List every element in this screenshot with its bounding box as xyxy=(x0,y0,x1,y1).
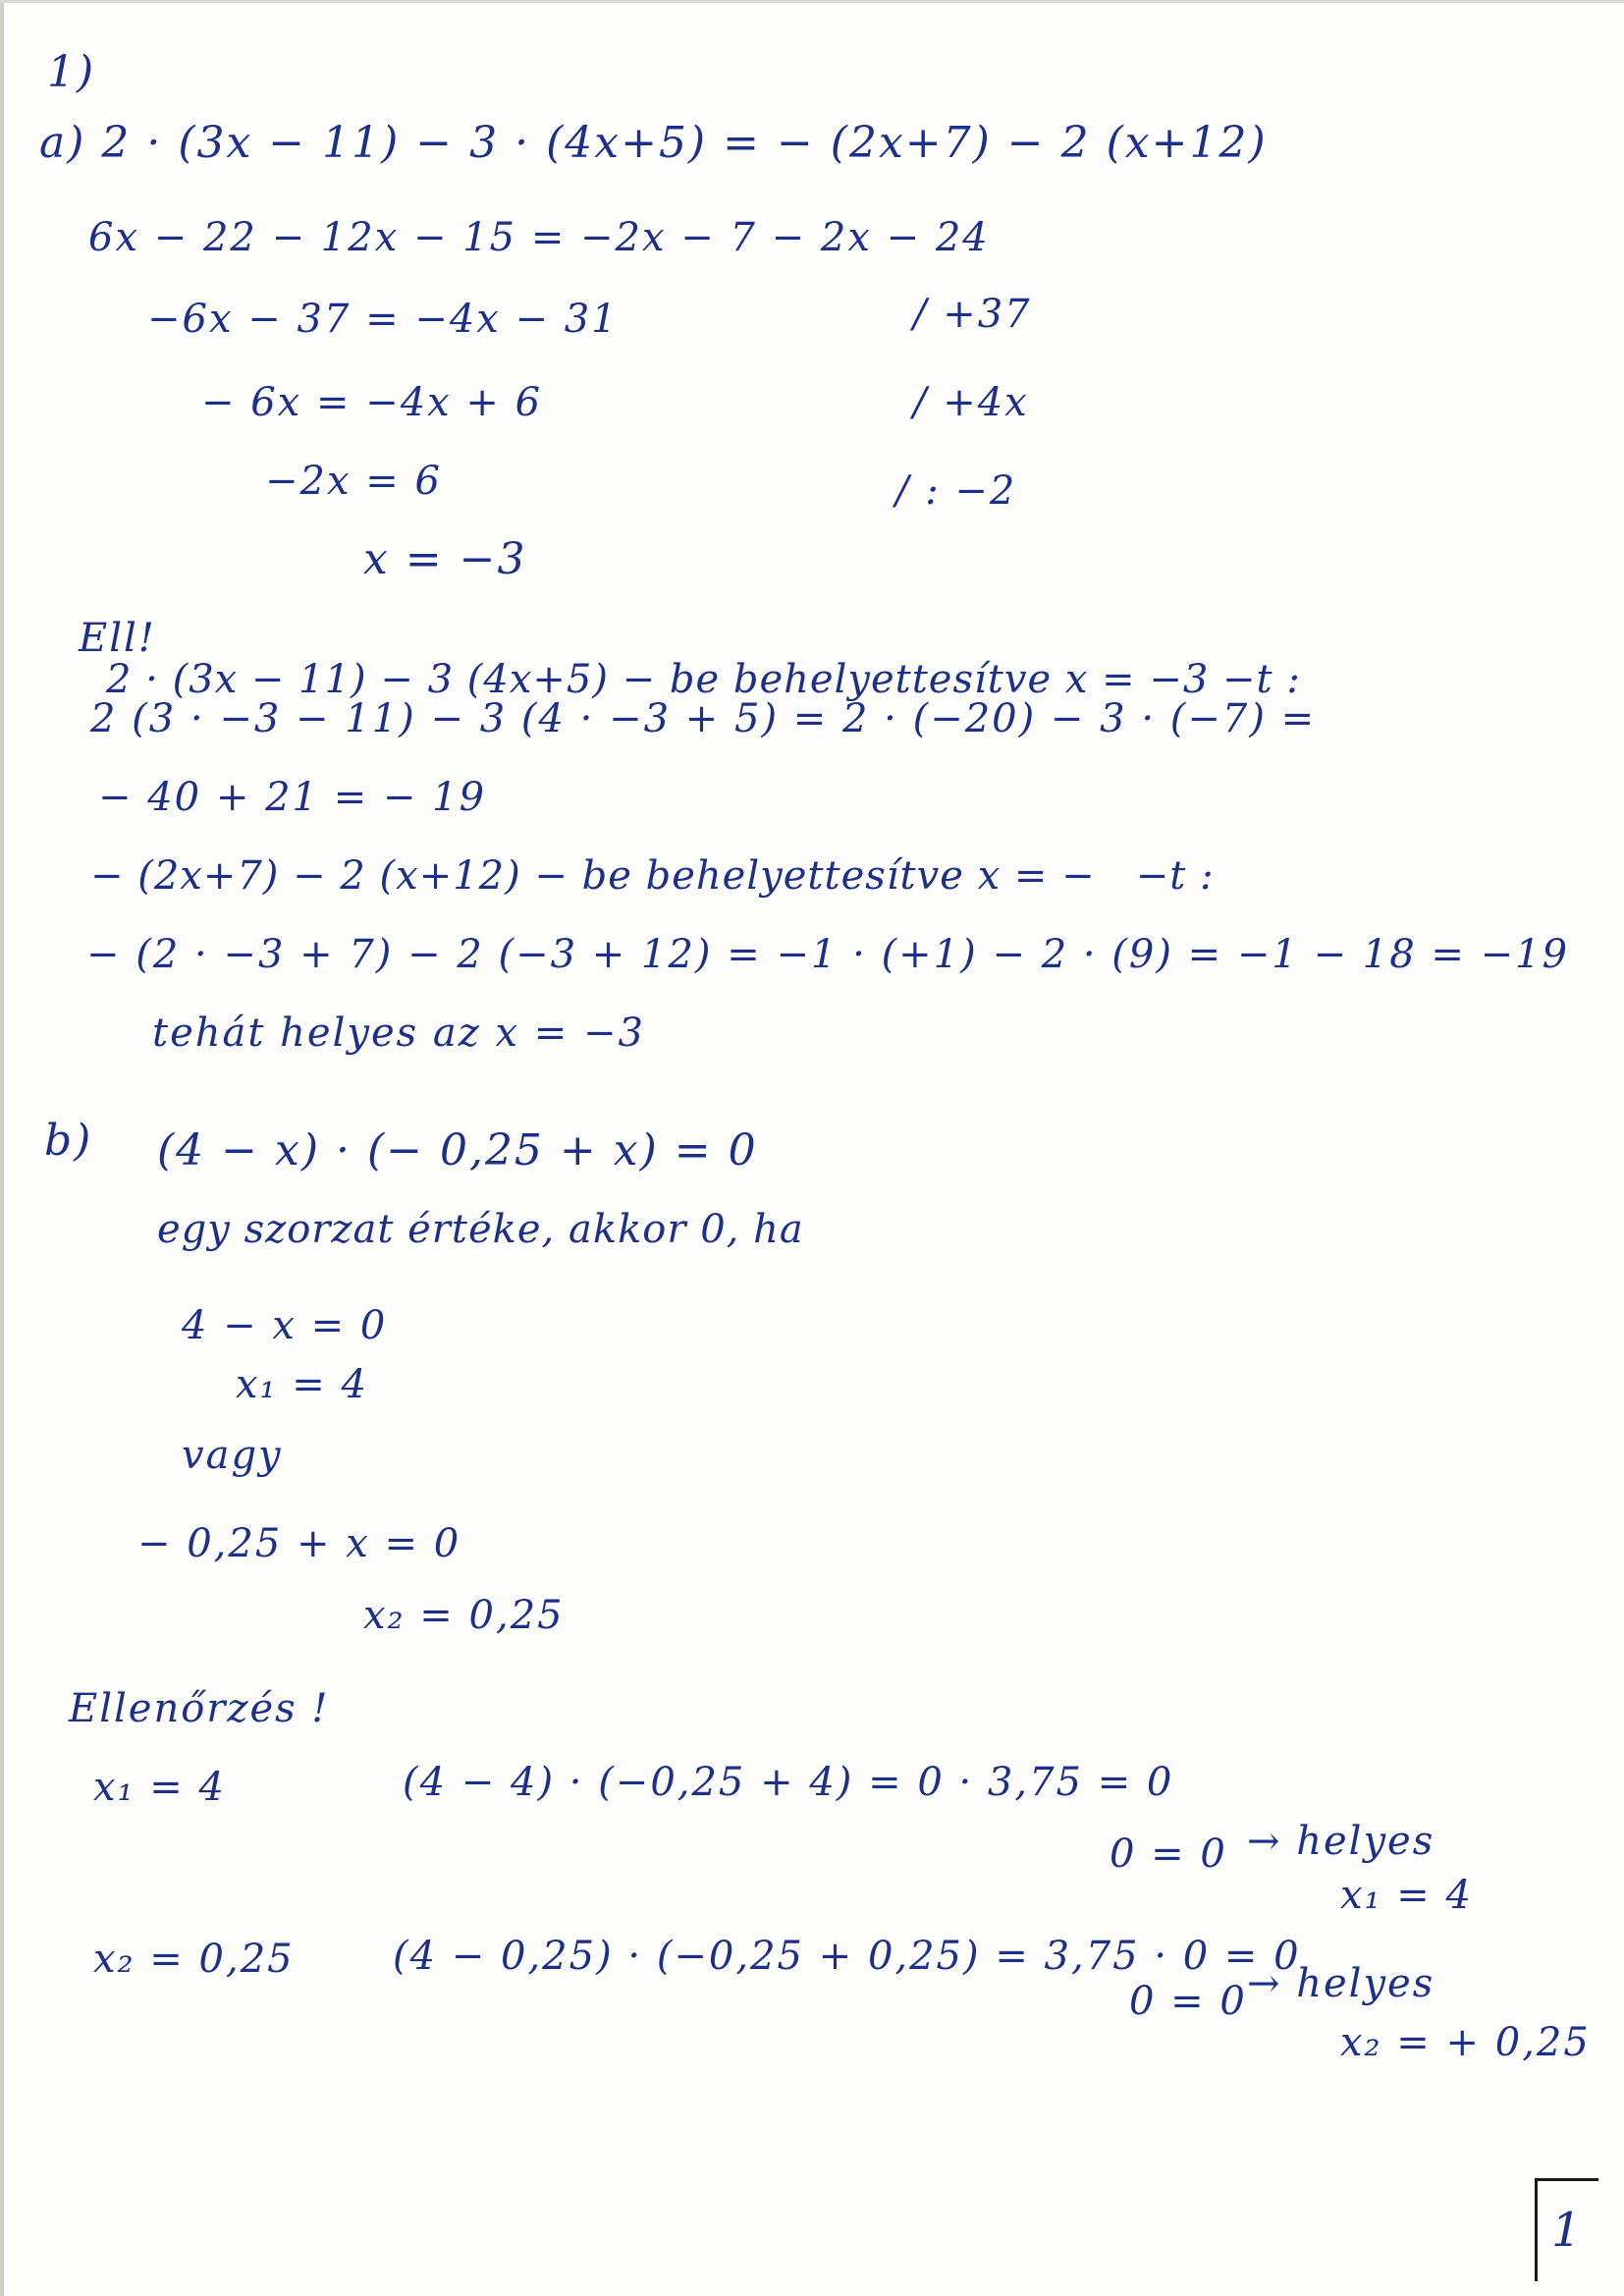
verification-heading: Ellenőrzés ! xyxy=(69,1686,330,1731)
verify-x2-label: x₂ = 0,25 xyxy=(93,1937,295,1982)
step-move-constants: − 6x = −4x + 6 xyxy=(201,380,543,425)
equation-a: a) 2 · (3x − 11) − 3 · (4x+5) = − (2x+7) − 2 (x+12) xyxy=(39,118,1268,168)
or-word: vagy xyxy=(182,1433,283,1478)
page-number-box xyxy=(1535,2178,1598,2281)
verify-x2-correct: → helyes xyxy=(1247,1961,1435,2006)
check-left-result: − 40 + 21 = − 19 xyxy=(98,775,487,820)
equation-b: (4 − x) · (− 0,25 + x) = 0 xyxy=(157,1125,758,1175)
check-left-label: 2 · (3x − 11) − 3 (4x+5) − be behelyettesítve x = −3 −t : xyxy=(106,657,1301,702)
verify-x1-identity: 0 = 0 xyxy=(1110,1831,1227,1877)
scan-edge-left xyxy=(0,0,4,2296)
verify-x1-result: x₁ = 4 xyxy=(1340,1873,1473,1918)
verify-x2-calc: (4 − 0,25) · (−0,25 + 0,25) = 3,75 · 0 = 0 xyxy=(393,1934,1301,1979)
check-heading: Ell! xyxy=(79,616,156,661)
verify-x1-calc: (4 − 4) · (−0,25 + 4) = 0 · 3,75 = 0 xyxy=(403,1760,1174,1805)
verify-x1-label: x₁ = 4 xyxy=(93,1765,226,1810)
step-op-add-4x: / +4x xyxy=(913,380,1029,425)
check-left-substituted: 2 (3 · −3 − 11) − 3 (4 · −3 + 5) = 2 · (−20) − 3 · (−7) = xyxy=(90,696,1317,741)
step-collect: −2x = 6 xyxy=(265,459,442,504)
part-b-label: b) xyxy=(44,1116,93,1166)
verify-x2-result: x₂ = + 0,25 xyxy=(1340,2020,1591,2065)
check-conclusion: tehát helyes az x = −3 xyxy=(152,1011,645,1056)
verify-x2-identity: 0 = 0 xyxy=(1129,1979,1247,2024)
page-number: 1 xyxy=(1551,2203,1582,2258)
factor-two-equation: − 0,25 + x = 0 xyxy=(137,1521,461,1566)
zero-product-rule: egy szorzat értéke, akkor 0, ha xyxy=(157,1207,804,1252)
solution-a: x = −3 xyxy=(363,534,527,584)
task-number: 1) xyxy=(47,47,96,97)
root-x1: x₁ = 4 xyxy=(236,1362,368,1407)
root-x2: x₂ = 0,25 xyxy=(363,1593,565,1638)
step-simplified: −6x − 37 = −4x − 31 xyxy=(147,297,619,342)
check-right-label: − (2x+7) − 2 (x+12) − be behelyettesítve x = − −t : xyxy=(90,853,1215,899)
step-op-add-37: / +37 xyxy=(913,292,1032,337)
scan-edge-top xyxy=(0,0,1624,3)
verify-x1-correct: → helyes xyxy=(1247,1819,1435,1864)
step-op-divide: / : −2 xyxy=(895,468,1017,514)
factor-one-equation: 4 − x = 0 xyxy=(182,1303,388,1348)
expanded-equation: 6x − 22 − 12x − 15 = −2x − 7 − 2x − 24 xyxy=(88,215,990,260)
check-right-substituted: − (2 · −3 + 7) − 2 (−3 + 12) = −1 · (+1) − 2 · (9) = −1 − 18 = −19 xyxy=(86,932,1570,977)
